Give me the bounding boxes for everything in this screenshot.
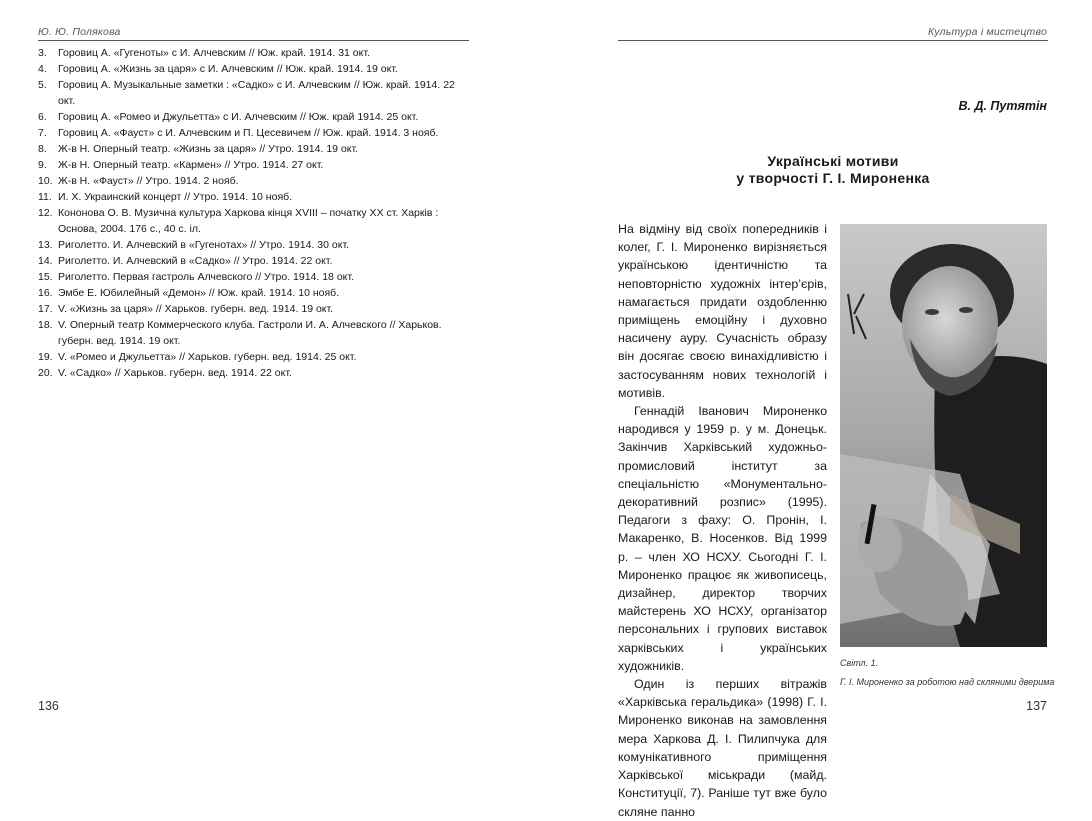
reference-text: Горовиц А. «Гугеноты» с И. Алчевским // Юж. край. 1914. 31 окт.: [58, 47, 370, 59]
title-line-1: Українські мотиви: [767, 153, 899, 169]
header-rule-left: [38, 40, 469, 41]
reference-number: 19.: [38, 351, 53, 363]
reference-text: Ж-в Н. Оперный театр. «Жизнь за царя» // Утро. 1914. 19 окт.: [58, 143, 359, 155]
article-body: [618, 220, 827, 821]
paragraph: Геннадій Іванович Мироненко народився у 1959 р. у м. Донецьк. Закінчив Харківський художньо-промисловий інститут за спеціальністю «Монументально-декоративний розпис» (1995). Педагоги з фаху: О. Пронін, І. Макаренко, В. Носенков. Від 1999 р. – член ХО НСХУ. Сьогодні Г. І. Мироненко працює як живописець, дизайнер, директор творчих майстерень ХО НСХУ, організатор персональних і групових виставок харківських і українських художників.: [618, 404, 827, 673]
reference-text: V. «Ромео и Джульетта» // Харьков. губерн. вед. 1914. 25 окт.: [58, 351, 357, 363]
article-author: В. Д. Путятін: [958, 99, 1047, 113]
reference-number: 14.: [38, 255, 53, 267]
figure-label: Світл. 1.: [840, 658, 879, 668]
paragraph: На відміну від своїх попередників і колег, Г. І. Мироненко вирізняється українською ідентичністю та неповторністю художніх інтер’єрів, намагається придати оздобленню приміщень емоційну і духовно насичену ауру. Сучасність образу він досягає своєю винахідливістю і застосуванням нових технологій і мотивів.: [618, 222, 827, 400]
reference-number: 16.: [38, 287, 53, 299]
reference-item: [38, 189, 470, 205]
reference-item: [38, 157, 470, 173]
reference-item: [38, 125, 470, 141]
reference-number: 12.: [38, 207, 53, 219]
reference-item: [38, 301, 470, 317]
reference-item: [38, 317, 470, 349]
reference-text: Горовиц А. Музыкальные заметки : «Садко» с И. Алчевским // Юж. край. 1914. 22 окт.: [58, 79, 455, 107]
right-page: [546, 0, 1092, 819]
reference-text: Горовиц А. «Ромео и Джульетта» с И. Алчевским // Юж. край 1914. 25 окт.: [58, 111, 419, 123]
reference-number: 20.: [38, 367, 53, 379]
reference-number: 7.: [38, 127, 47, 139]
reference-item: [38, 109, 470, 125]
reference-text: Риголетто. И. Алчевский в «Гугенотах» // Утро. 1914. 30 окт.: [58, 239, 350, 251]
reference-item: [38, 173, 470, 189]
reference-number: 15.: [38, 271, 53, 283]
reference-number: 11.: [38, 191, 52, 203]
reference-number: 6.: [38, 111, 47, 123]
page-number-right: 137: [1026, 699, 1047, 713]
reference-item: [38, 269, 470, 285]
reference-text: Риголетто. И. Алчевский в «Садко» // Утро. 1914. 22 окт.: [58, 255, 333, 267]
left-page: [0, 0, 546, 759]
reference-number: 3.: [38, 47, 47, 59]
article-title: [618, 153, 1048, 187]
reference-text: Горовиц А. «Жизнь за царя» с И. Алчевским // Юж. край. 1914. 19 окт.: [58, 63, 398, 75]
running-head-right: Культура і мистецтво: [928, 26, 1047, 38]
reference-item: [38, 77, 470, 109]
photo-illustration: [840, 224, 1047, 647]
reference-item: [38, 205, 470, 237]
reference-list: [38, 45, 470, 381]
reference-number: 4.: [38, 63, 47, 75]
paragraph: Один із перших вітражів «Харківська геральдика» (1998) Г. І. Мироненко виконав на замовлення мера Харкова Д. І. Пилипчука для комунікативного приміщення Харківської міськради (майд. Конституції, 7). Раніше тут вже було скляне панно: [618, 677, 827, 819]
reference-text: Ж-в Н. «Фауст» // Утро. 1914. 2 нояб.: [58, 175, 239, 187]
figure-caption: Г. І. Мироненко за роботою над скляними дверима: [840, 677, 1055, 687]
title-line-2: у творчості Г. І. Мироненка: [736, 170, 930, 186]
reference-item: [38, 141, 470, 157]
reference-text: V. «Жизнь за царя» // Харьков. губерн. вед. 1914. 19 окт.: [58, 303, 334, 315]
reference-number: 5.: [38, 79, 47, 91]
artist-photo: [840, 224, 1047, 647]
reference-text: Ж-в Н. Оперный театр. «Кармен» // Утро. 1914. 27 окт.: [58, 159, 324, 171]
reference-number: 10.: [38, 175, 53, 187]
reference-item: [38, 349, 470, 365]
reference-text: V. Оперный театр Коммерческого клуба. Гастроли И. А. Алчевского // Харьков. губерн. вед. 1914. 19 окт.: [58, 319, 442, 347]
reference-number: 17.: [38, 303, 53, 315]
running-head-left: Ю. Ю. Полякова: [38, 26, 121, 38]
reference-item: [38, 237, 470, 253]
reference-text: Эмбе Е. Юбилейный «Демон» // Юж. край. 1914. 10 нояб.: [58, 287, 340, 299]
reference-number: 8.: [38, 143, 47, 155]
reference-item: [38, 61, 470, 77]
reference-text: Горовиц А. «Фауст» с И. Алчевским и П. Цесевичем // Юж. край. 1914. 3 нояб.: [58, 127, 439, 139]
reference-item: [38, 365, 470, 381]
reference-text: И. Х. Украинский концерт // Утро. 1914. 10 нояб.: [58, 191, 293, 203]
reference-text: V. «Садко» // Харьков. губерн. вед. 1914. 22 окт.: [58, 367, 292, 379]
reference-item: [38, 45, 470, 61]
reference-number: 13.: [38, 239, 53, 251]
reference-text: Риголетто. Первая гастроль Алчевского // Утро. 1914. 18 окт.: [58, 271, 354, 283]
reference-text: Кононова О. В. Музична культура Харкова кінця XVIII – початку XX ст. Харків : Основа, 2004. 176 с., 40 с. іл.: [58, 207, 439, 235]
reference-number: 9.: [38, 159, 47, 171]
reference-item: [38, 253, 470, 269]
page-number-left: 136: [38, 699, 59, 713]
reference-item: [38, 285, 470, 301]
reference-number: 18.: [38, 319, 53, 331]
header-rule-right: [618, 40, 1048, 41]
